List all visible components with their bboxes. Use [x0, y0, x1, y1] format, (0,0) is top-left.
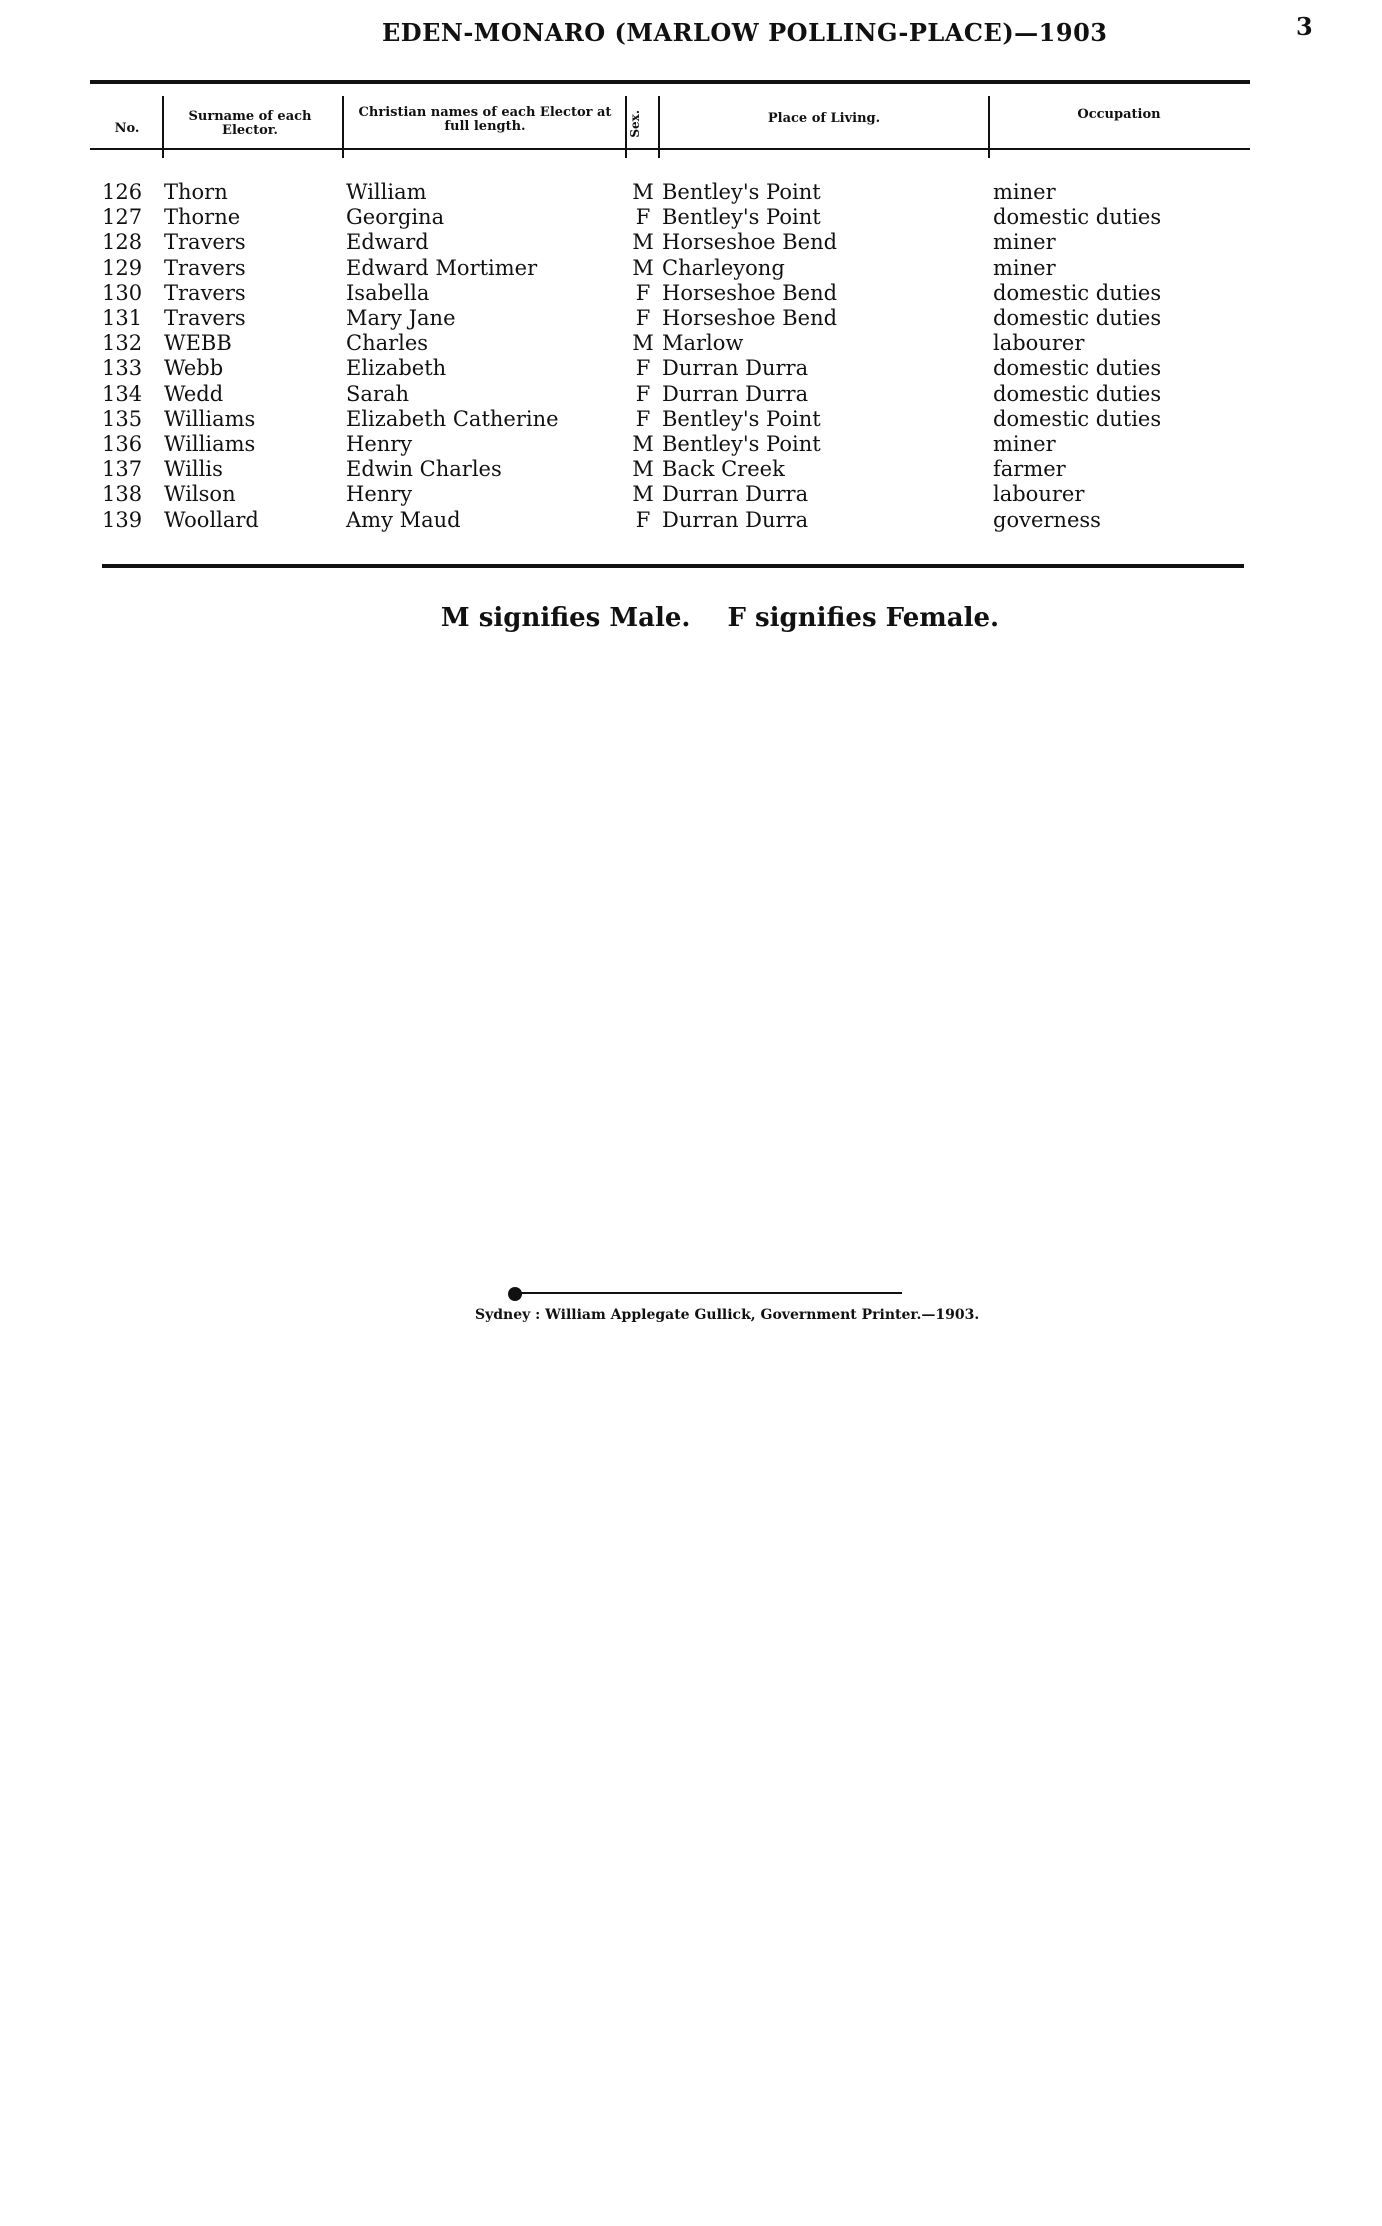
- elector-sex: F: [635, 306, 651, 330]
- header-occupation: Occupation: [1077, 107, 1161, 122]
- table-row: [0, 205, 1382, 230]
- elector-sex: M: [632, 432, 654, 456]
- elector-surname: Woollard: [164, 507, 259, 532]
- elector-christian-names: Charles: [346, 331, 429, 356]
- elector-occupation: governess: [993, 507, 1101, 532]
- elector-surname: Travers: [164, 230, 246, 255]
- elector-occupation: domestic duties: [993, 381, 1162, 406]
- elector-number: 138: [102, 482, 143, 507]
- elector-occupation: domestic duties: [993, 356, 1162, 381]
- elector-number: 132: [102, 331, 143, 356]
- elector-sex: F: [635, 507, 651, 532]
- elector-surname: Thorne: [164, 205, 241, 230]
- header-no: No.: [114, 121, 140, 136]
- elector-christian-names: Elizabeth Catherine: [346, 406, 559, 431]
- elector-sex: M: [632, 331, 654, 356]
- table-row: [0, 407, 1382, 432]
- elector-christian-names: Isabella: [346, 280, 430, 305]
- table-row: [0, 457, 1382, 482]
- elector-place-of-living: Horseshoe Bend: [662, 306, 838, 330]
- elector-sex: M: [632, 230, 654, 255]
- elector-occupation: miner: [993, 432, 1056, 456]
- column-divider: [625, 96, 627, 158]
- table-row: [0, 356, 1382, 381]
- elector-sex: M: [632, 457, 654, 482]
- elector-number: 129: [102, 255, 143, 280]
- page-title: EDEN-MONARO (MARLOW POLLING-PLACE)—1903: [382, 18, 1108, 47]
- elector-surname: Willis: [164, 457, 223, 482]
- elector-occupation: domestic duties: [993, 306, 1162, 330]
- elector-sex: M: [632, 255, 654, 280]
- table-bottom-rule: [102, 564, 1244, 568]
- elector-sex: M: [632, 482, 654, 507]
- elector-occupation: labourer: [993, 482, 1085, 507]
- elector-place-of-living: Marlow: [662, 331, 744, 356]
- elector-place-of-living: Durran Durra: [662, 381, 809, 406]
- header-place: Place of Living.: [767, 111, 881, 126]
- header-christian: Christian names of each Elector at full length.: [358, 105, 612, 134]
- elector-number: 127: [102, 205, 143, 230]
- table-row: [0, 230, 1382, 255]
- elector-sex: F: [635, 205, 651, 230]
- table-row: [0, 382, 1382, 407]
- sex-legend: [0, 603, 1382, 633]
- table-row: [0, 256, 1382, 281]
- table-top-rule: [90, 80, 1250, 84]
- elector-christian-names: Edward Mortimer: [346, 255, 538, 280]
- elector-surname: Travers: [164, 306, 246, 330]
- elector-number: 131: [102, 306, 143, 330]
- elector-christian-names: Mary Jane: [346, 306, 456, 330]
- elector-christian-names: Georgina: [346, 205, 445, 230]
- elector-sex: M: [632, 180, 654, 204]
- elector-christian-names: Sarah: [346, 381, 409, 406]
- elector-christian-names: William: [346, 180, 427, 204]
- elector-number: 128: [102, 230, 143, 255]
- elector-number: 133: [102, 356, 143, 381]
- column-divider: [342, 96, 344, 158]
- elector-place-of-living: Charleyong: [662, 255, 785, 280]
- elector-christian-names: Amy Maud: [346, 507, 461, 532]
- elector-place-of-living: Durran Durra: [662, 356, 809, 381]
- elector-place-of-living: Durran Durra: [662, 507, 809, 532]
- elector-occupation: domestic duties: [993, 205, 1162, 230]
- elector-occupation: miner: [993, 255, 1056, 280]
- elector-place-of-living: Bentley's Point: [662, 432, 821, 456]
- elector-number: 134: [102, 381, 143, 406]
- column-divider: [988, 96, 990, 158]
- legend-male: M signifies Male.: [440, 603, 691, 633]
- elector-place-of-living: Durran Durra: [662, 482, 809, 507]
- elector-occupation: miner: [993, 180, 1056, 204]
- elector-sex: F: [635, 381, 651, 406]
- elector-number: 137: [102, 457, 143, 482]
- imprint-bullet: [508, 1287, 522, 1301]
- table-row: [0, 508, 1382, 533]
- header-bottom-rule: [90, 148, 1250, 150]
- column-divider: [162, 96, 164, 158]
- elector-christian-names: Henry: [346, 432, 413, 456]
- elector-sex: F: [635, 406, 651, 431]
- elector-surname: Thorn: [164, 180, 228, 204]
- imprint-rule: [520, 1292, 902, 1294]
- table-row: [0, 331, 1382, 356]
- table-row: [0, 306, 1382, 331]
- elector-surname: Williams: [164, 432, 256, 456]
- elector-surname: Williams: [164, 406, 256, 431]
- elector-place-of-living: Horseshoe Bend: [662, 230, 838, 255]
- header-sex: Sex.: [628, 110, 642, 138]
- printer-imprint: Sydney : William Applegate Gullick, Government Printer.—1903.: [475, 1307, 980, 1323]
- elector-occupation: labourer: [993, 331, 1085, 356]
- elector-sex: F: [635, 356, 651, 381]
- elector-surname: Wedd: [164, 381, 224, 406]
- elector-occupation: domestic duties: [993, 406, 1162, 431]
- elector-surname: Travers: [164, 280, 246, 305]
- elector-number: 135: [102, 406, 143, 431]
- elector-surname: WEBB: [164, 331, 232, 356]
- elector-sex: F: [635, 280, 651, 305]
- elector-number: 136: [102, 432, 143, 456]
- elector-christian-names: Edwin Charles: [346, 457, 502, 482]
- elector-christian-names: Elizabeth: [346, 356, 447, 381]
- elector-number: 130: [102, 280, 143, 305]
- elector-christian-names: Edward: [346, 230, 429, 255]
- table-row: [0, 180, 1382, 205]
- elector-occupation: farmer: [993, 457, 1066, 482]
- table-row: [0, 482, 1382, 507]
- elector-place-of-living: Bentley's Point: [662, 180, 821, 204]
- legend-female: F signifies Female.: [727, 603, 1000, 633]
- elector-place-of-living: Horseshoe Bend: [662, 280, 838, 305]
- elector-place-of-living: Bentley's Point: [662, 205, 821, 230]
- table-row: [0, 432, 1382, 457]
- elector-number: 126: [102, 180, 143, 204]
- column-divider: [658, 96, 660, 158]
- elector-surname: Travers: [164, 255, 246, 280]
- elector-christian-names: Henry: [346, 482, 413, 507]
- table-row: [0, 281, 1382, 306]
- elector-number: 139: [102, 507, 143, 532]
- elector-place-of-living: Back Creek: [662, 457, 785, 482]
- elector-occupation: domestic duties: [993, 280, 1162, 305]
- header-surname: Surname of each Elector.: [188, 109, 312, 138]
- elector-place-of-living: Bentley's Point: [662, 406, 821, 431]
- elector-occupation: miner: [993, 230, 1056, 255]
- elector-surname: Webb: [164, 356, 224, 381]
- page-number: 3: [1296, 12, 1313, 41]
- elector-surname: Wilson: [164, 482, 236, 507]
